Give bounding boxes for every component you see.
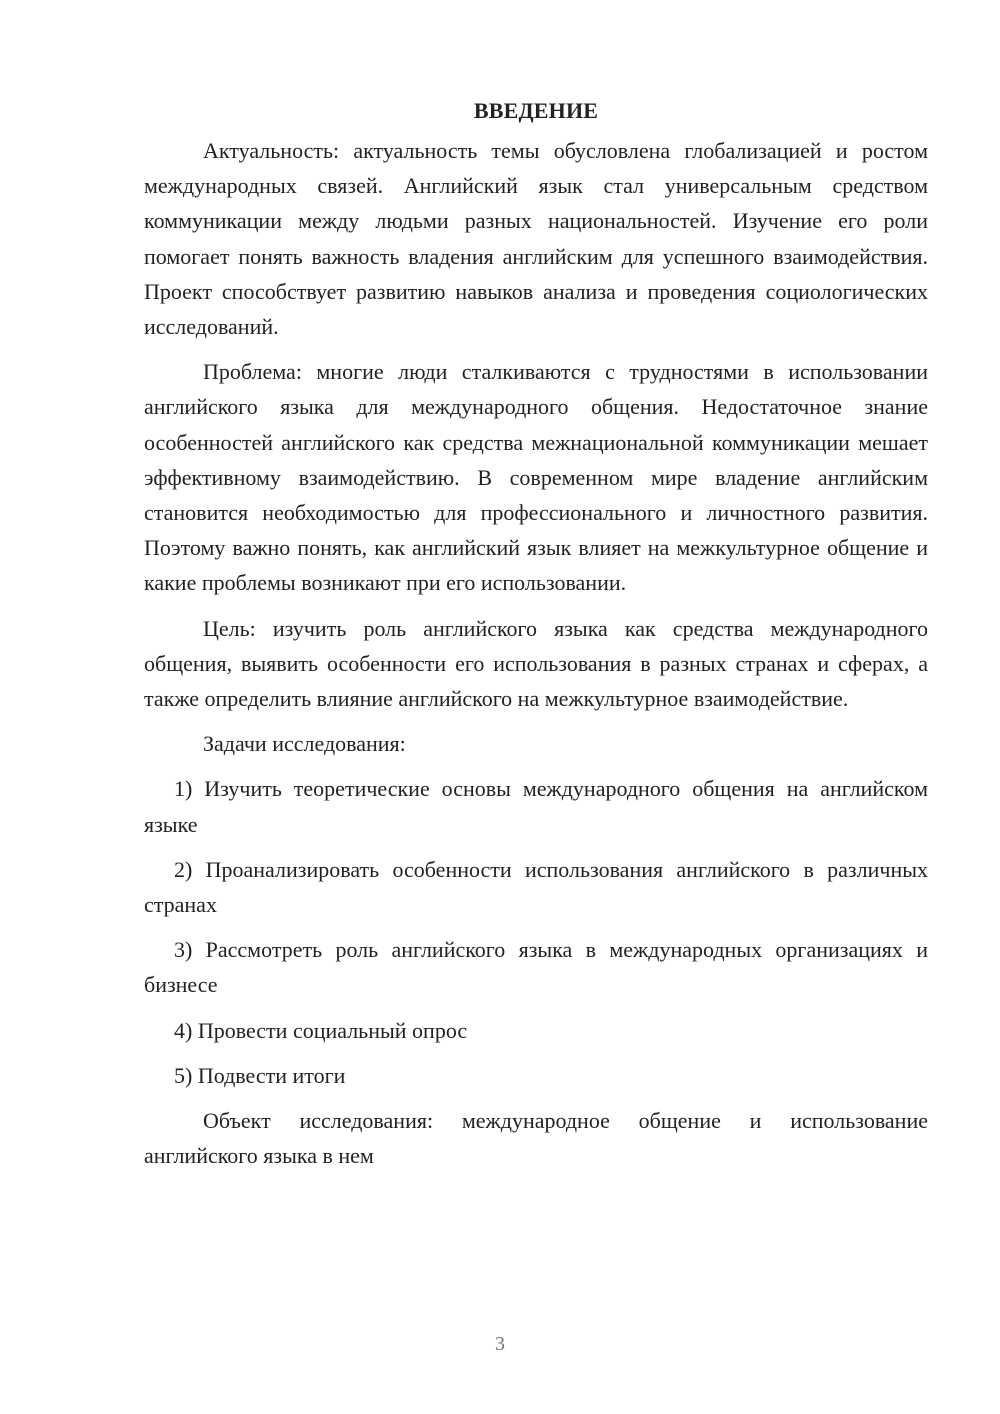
task-item: 2) Проанализировать особенности использования английского в различных странах [144,856,928,918]
document-page [144,93,928,1183]
task-item: 3) Рассмотреть роль английского языка в международных организациях и бизнесе [144,937,928,998]
page-number: 3 [495,1333,505,1355]
goal-paragraph: Цель: изучить роль английского языка как средства международного общения, выявить особенности его использования в разных странах и сферах, а также определить влияние английского на межкультурное взаимодействие. [144,615,928,712]
document-title: ВВЕДЕНИЕ [473,98,599,123]
task-item: 4) Провести социальный опрос [174,1017,468,1043]
problem-paragraph: Проблема: многие люди сталкиваются с трудностями в использовании английского языка для международного общения. Недостаточное знание особенностей английского как средства межнациональной коммуникации мешает эффективному взаимодействию. В современном мире владение английским становится необходимостью для профессионального и личностного развития. Поэтому важно понять, как английский язык влияет на межкультурное общение и какие проблемы возникают при его использовании. [144,359,928,596]
tasks-list [144,771,928,1093]
object-paragraph: Объект исследования: международное общение и использование английского языка в нем [144,1108,928,1169]
relevance-paragraph: Актуальность: актуальность темы обусловлена глобализацией и ростом международных связей. Английский язык стал универсальным средством коммуникации между людьми разных национальностей. Изучение его роли помогает понять важность владения английским для успешного взаимодействия. Проект способствует развитию навыков анализа и проведения социологических исследований. [144,138,928,340]
task-item: 5) Подвести итоги [174,1062,346,1088]
tasks-heading: Задачи исследования: [203,731,406,757]
task-item: 1) Изучить теоретические основы международного общения на английском языке [144,776,928,837]
